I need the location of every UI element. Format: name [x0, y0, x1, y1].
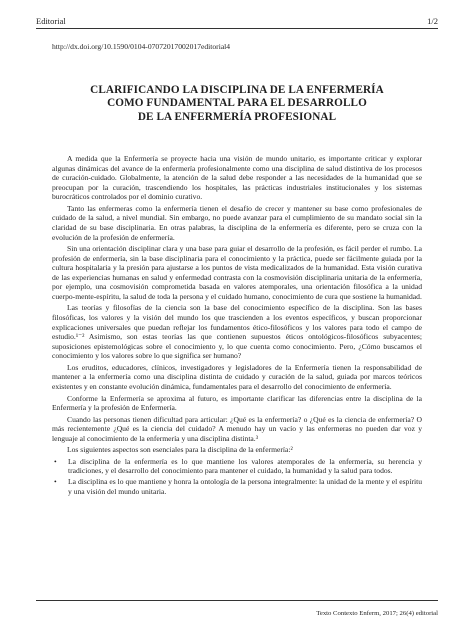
list-item [52, 477, 422, 496]
bullet-icon: • [54, 456, 57, 466]
article-title [52, 84, 422, 124]
list-item-text: La disciplina de la enfermería es lo que mantiene los valores atemporales de la enfermería, su herencia y tradiciones, y el desarrollo del conocimiento para mantener el cuidado, la humanidad y la salud para todos. [68, 456, 422, 476]
essentials-list [52, 457, 422, 496]
article-body [52, 154, 422, 497]
list-item [52, 457, 422, 476]
header-section-label: Editorial [36, 16, 66, 26]
body-paragraph: Los eruditos, educadores, clínicos, investigadores y legisladores de la Enfermería tienen la responsabilidad de mantener a la enfermería como una disciplina distinta de cuidado y curación de la salud, guiada por marcos teóricos existentes y en constante evolución dinámica, fundamentales para el desarrollo del conocimiento de enfermería. [52, 362, 422, 391]
header-rule [36, 28, 438, 29]
body-paragraph: Cuando las personas tienen dificultad para articular: ¿Qué es la enfermería? o ¿Qué es la ciencia de enfermería? O más recientemente ¿Qué es la ciencia del cuidado? A menudo hay un vacío y las enfermeras no pueden dar voz y lenguaje al conocimiento de la enfermería y una disciplina distinta.³ [52, 414, 422, 443]
list-item-text: La disciplina es lo que mantiene y honra la ontología de la persona integralmente: la unidad de la mente y el espíritu y una visión del mundo unitaria. [68, 477, 422, 496]
body-paragraph: A medida que la Enfermería se proyecte hacia una visión de mundo unitario, es importante criticar y explorar algunas dinámicas del avance de la enfermería profesionalmente como una disciplina de salud distintiva de los procesos de curación-cuidado. Globalmente, la atención de la salud debe responder a las necesidades de la humanidad que se preocupan por la curación, trascendiendo los hospitales, las prácticas industriales institucionales y los sistemas burocráticos controlados por el dominio curativo. [52, 154, 422, 202]
body-paragraph: Los siguientes aspectos son esenciales para la disciplina de la enfermería:² [67, 445, 293, 455]
body-paragraph: Conforme la Enfermería se aproxima al futuro, es importante clarificar las diferencias entre la disciplina de la Enfermería y la profesión de Enfermería. [52, 393, 422, 413]
bullet-icon: • [54, 477, 57, 486]
doi-link[interactable]: http://dx.doi.org/10.1590/0104-07072017002017editorial4 [52, 42, 231, 51]
journal-citation-footer: Texto Contexto Enferm, 2017; 26(4) editorial [316, 610, 438, 617]
running-header [36, 12, 438, 26]
body-paragraph: Tanto las enfermeras como la enfermería tienen el desafío de crecer y mantener su base como profesionales de cuidado de la salud, a nivel mundial. Sin embargo, no puede avanzar para el cumplimiento de su mandato social sin la claridad de su base disciplinaria. En otras palabras, la disciplina de la enfermería es diferente, pero se cruza con la evolución de la profesión de enfermería. [52, 203, 422, 242]
body-paragraph: Las teorías y filosofías de la ciencia son la base del conocimiento específico de la disciplina. Son las bases filosóficas, los valores y la visión del mundo los que trascienden a los eventos específicos, y buscan proporcionar explicaciones universales que puedan reflejar los fundamentos ético-filosóficos y los valores para todo el campo de estudio.¹⁻² Asimismo, son estas teorías las que contienen supuestos éticos ontológicos-filosóficos subyacentes; suposiciones epistemológicas sobre el conocimiento y, lo que cuenta como conocimiento. Pero, ¿Cómo buscamos el conocimiento y los valores sobre lo que significa ser humano? [52, 303, 422, 361]
title-line: COMO FUNDAMENTAL PARA EL DESARROLLO [107, 97, 367, 110]
title-line: CLARIFICANDO LA DISCIPLINA DE LA ENFERMERÍA [90, 84, 384, 96]
header-page-number: 1/2 [427, 16, 438, 26]
footer-rule [36, 600, 438, 601]
title-line: DE LA ENFERMERÍA PROFESIONAL [137, 110, 337, 123]
body-paragraph: Sin una orientación disciplinar clara y una base para guiar el desarrollo de la profesión, es fácil perder el rumbo. La profesión de enfermería, sin la base disciplinaria para el conocimiento y la práctica, puede ser fácilmente guiada por la cultura hospitalaria y la presión para ajustarse a los puntos de vista medicalizados de la humanidad. Esta visión curativa de las experiencias humanas en salud y enfermedad contrasta con la cosmovisión disciplinaria unitaria de la enfermería, por ejemplo, una cosmovisión comprometida basada en valores atemporales, una orientación filosófica a la unidad cuerpo-mente-espíritu, la salud de toda la persona y el cuidado humano, conocimiento de cura que sostiene la humanidad. [52, 244, 422, 301]
